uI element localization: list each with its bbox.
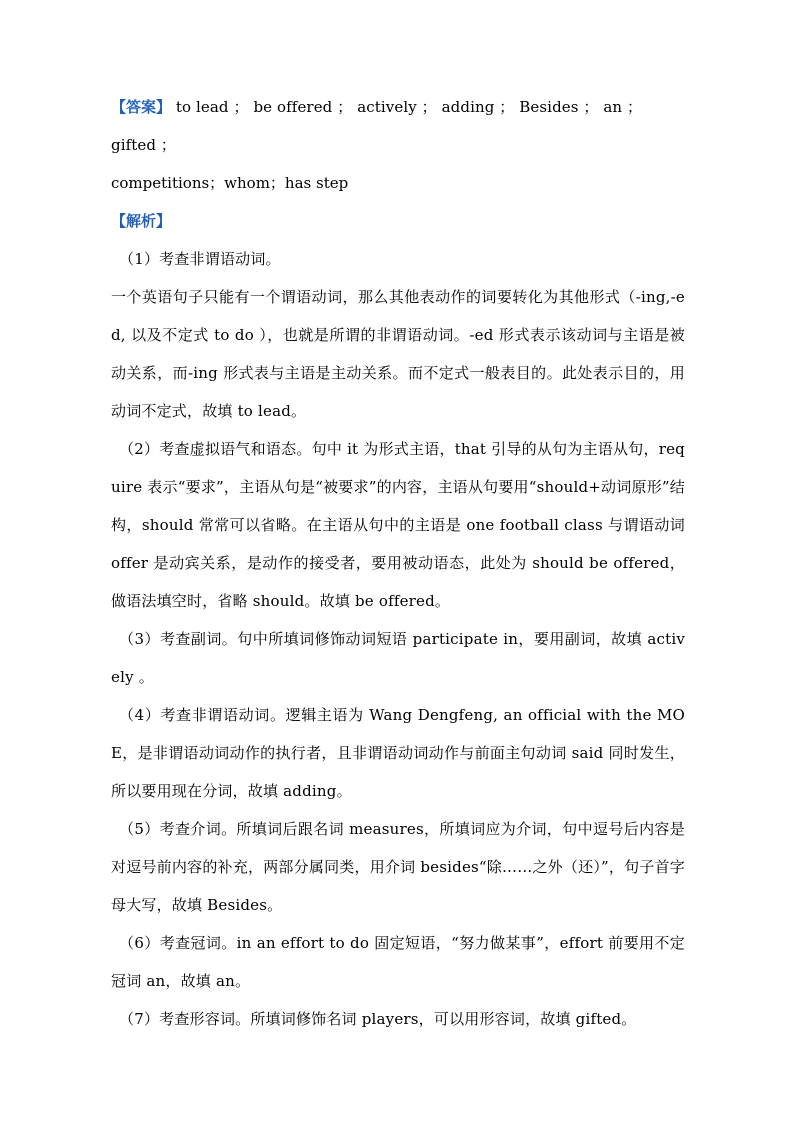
analysis-item-1-title: （1）考查非谓语动词。 [119, 250, 281, 268]
analysis-item-2: （2）考查虚拟语气和语态。句中 it 为形式主语，that 引导的从句为主语从句，require 表示“要求”，主语从句是“被要求”的内容，主语从句要用“should+动词原形”结构，should 常常可以省略。在主语从句中的主语是 one football class 与谓语动词 offer 是动宾关系，是动作的接受者，要用被动语态，此处为 should be offered，做语法填空时，省略 should。故填 be offered。 [111, 440, 685, 610]
document-body [111, 88, 685, 1038]
analysis-label: 【解析】 [111, 212, 172, 230]
analysis-heading [111, 202, 685, 240]
analysis-item-5: （5）考查介词。所填词后跟名词 measures，所填词应为介词，句中逗号后内容是对逗号前内容的补充，两部分属同类，用介词 besides“除……之外（还）”，句子首字母大写，故填 Besides。 [111, 820, 685, 914]
analysis-item-1-body: 一个英语句子只能有一个谓语动词，那么其他表动作的词要转化为其他形式（-ing,-ed, 以及不定式 to do ），也就是所谓的非谓语动词。-ed 形式表示该动词与主语是被动关系，而-ing 形式表与主语是主动关系。而不定式一般表目的。此处表示目的，用动词不定式，故填 to lead。 [111, 288, 685, 420]
analysis-item-3: （3）考查副词。句中所填词修饰动词短语 participate in，要用副词，故填 actively 。 [111, 630, 685, 686]
analysis-item-6: （6）考查冠词。in an effort to do 固定短语，“努力做某事”，effort 前要用不定冠词 an，故填 an。 [111, 934, 685, 990]
analysis-item-4: （4）考查非谓语动词。逻辑主语为 Wang Dengfeng, an official with the MOE，是非谓语动词动作的执行者，且非谓语动词动作与前面主句动词 said 同时发生，所以要用现在分词，故填 adding。 [111, 706, 685, 800]
analysis-item-7: （7）考查形容词。所填词修饰名词 players，可以用形容词，故填 gifted。 [119, 1010, 637, 1028]
answer-label: 【答案】 [111, 98, 172, 116]
answer-line-2: competitions；whom；has step [111, 174, 349, 192]
answer-items: to lead ； be offered ； actively ； adding ； Besides ； an ； gifted ； [111, 98, 643, 154]
answer-line-1 [111, 88, 685, 164]
